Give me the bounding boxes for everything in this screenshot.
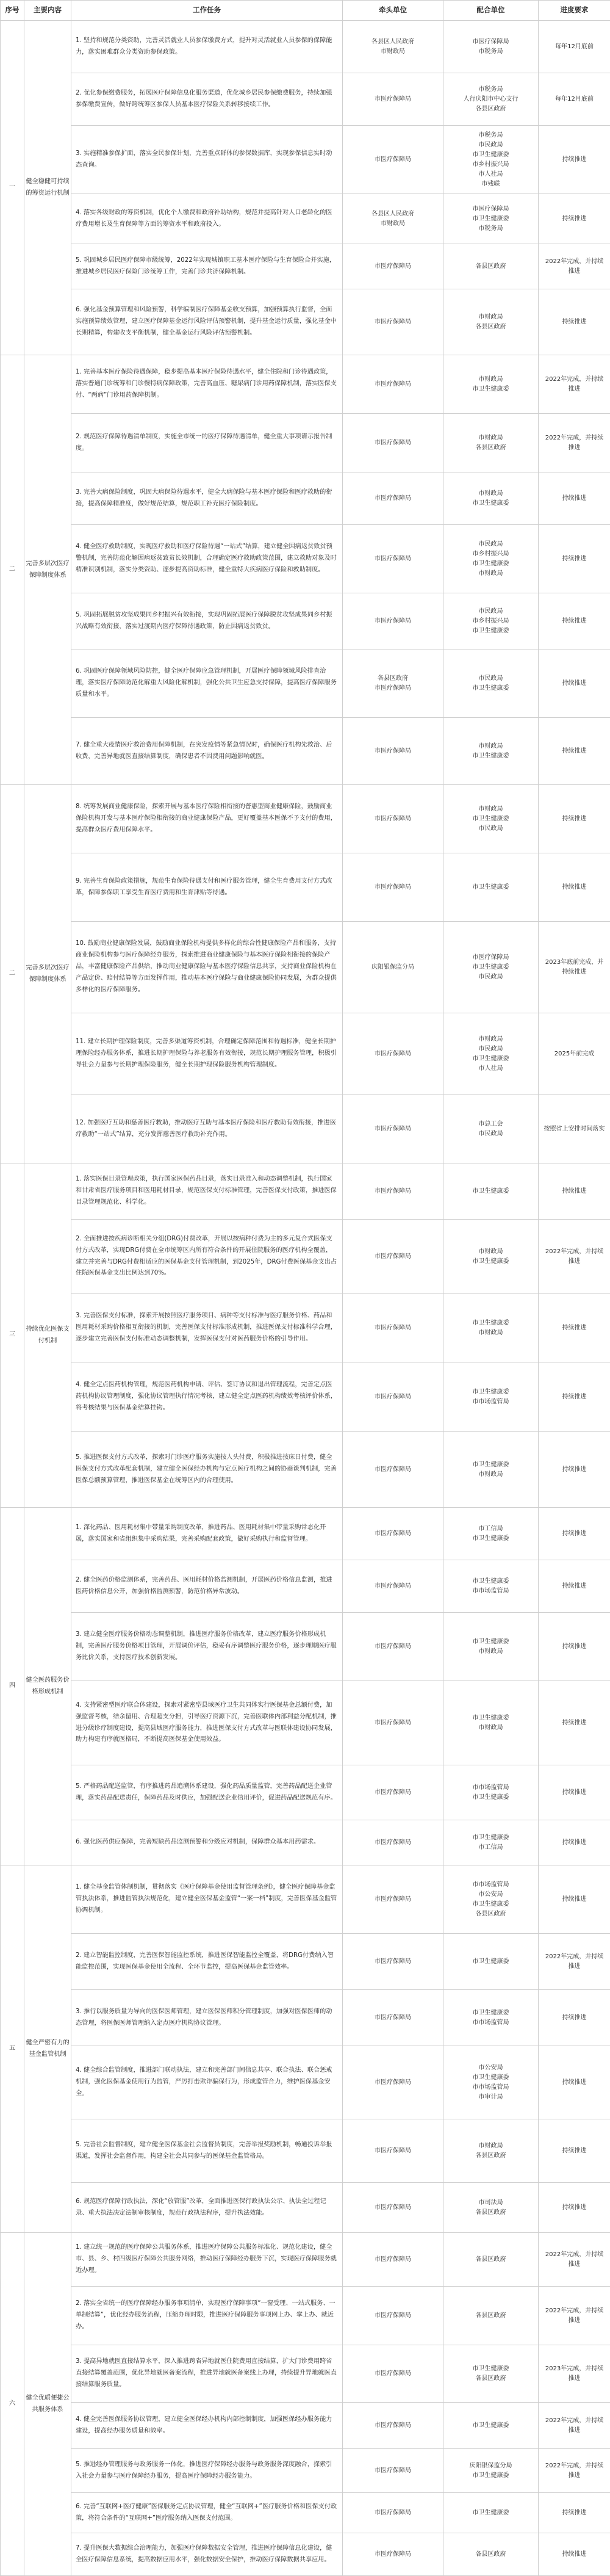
lead-unit-cell: 市医疗保障局	[343, 2119, 443, 2183]
lead-unit-cell: 市医疗保障局	[343, 289, 443, 355]
table-row	[1, 1095, 610, 1163]
table-row	[1, 593, 610, 649]
coop-unit-cell: 各县区政府	[443, 2533, 539, 2576]
coop-unit-cell: 市公安局 市卫生健康委 市市场监管局 市审计局	[443, 2046, 539, 2119]
schedule-cell: 持续推进	[539, 1163, 610, 1220]
table-row	[1, 1362, 610, 1432]
header-coop-unit: 配合单位	[443, 1, 539, 21]
task-cell: 4. 健全定点医药机构管理，规范医药机构申请、评估、签订协议和退出管理流程，完善定点医药机构协议管理制度，强化协议管理执行情况考核，建立健全定点医药机构绩效考核评价体系，将考核结果与医保基金结算挂钩。	[71, 1362, 343, 1432]
lead-unit-cell: 市医疗保障局	[343, 1220, 443, 1294]
coop-unit-cell: 市民政局 市卫生健康委	[443, 649, 539, 718]
table-row	[1, 1681, 610, 1765]
lead-unit-cell: 市医疗保障局	[343, 2183, 443, 2233]
lead-unit-cell: 市医疗保障局	[343, 1362, 443, 1432]
lead-unit-cell: 市医疗保障局	[343, 2233, 443, 2287]
schedule-cell: 每年12月底前	[539, 73, 610, 126]
schedule-cell: 持续推进	[539, 2183, 610, 2233]
lead-unit-cell: 各县区人民政府 市财政局	[343, 194, 443, 244]
lead-unit-cell: 市医疗保障局	[343, 1820, 443, 1865]
lead-unit-cell: 市医疗保障局	[343, 2345, 443, 2403]
table-row	[1, 1220, 610, 1294]
table-row	[1, 1934, 610, 1990]
schedule-cell: 2025年前完成	[539, 1013, 610, 1095]
lead-unit-cell: 市医疗保障局	[343, 244, 443, 289]
lead-unit-cell: 市医疗保障局	[343, 1990, 443, 2046]
coop-unit-cell: 市财政局 市卫生健康委	[443, 1220, 539, 1294]
table-row	[1, 355, 610, 414]
schedule-cell: 持续推进	[539, 2533, 610, 2576]
lead-unit-cell: 市医疗保障局	[343, 593, 443, 649]
coop-unit-cell: 市财政局 市卫生健康委 市民政局	[443, 785, 539, 853]
schedule-cell: 持续推进	[539, 1362, 610, 1432]
coop-unit-cell: 市工信局 市卫生健康委	[443, 1508, 539, 1560]
coop-unit-cell: 市卫生健康委 市市场监管局	[443, 1362, 539, 1432]
table-row	[1, 244, 610, 289]
coop-unit-cell: 市财政局 市民政局 市卫生健康委 市人社局	[443, 1013, 539, 1095]
task-cell: 11. 建立长期护理保险制度，完善多渠道筹资机制，合理确定保障范围和待遇标准，健全长期护理保险经办服务体系，推进长期护理保险与养老服务有效衔接，规范长期护理服务管理，积极引导社会力量参与长期护理保险服务，健全长期护理保险服务机构管理制度。	[71, 1013, 343, 1095]
lead-unit-cell: 市医疗保障局	[343, 718, 443, 785]
table-row	[1, 2183, 610, 2233]
coop-unit-cell: 市卫生健康委	[443, 2403, 539, 2449]
section-main-content: 健全稳健可持续的筹资运行机制	[24, 21, 71, 355]
task-cell: 12. 加强医疗互助和慈善医疗救助，推动医疗互助与基本医疗保险和医疗救助有效衔接，推进医疗救助“一站式”结算，充分发挥慈善医疗救助补充作用。	[71, 1095, 343, 1163]
task-cell: 1. 建立统一规范的医疗保障公共服务体系，推进医疗保障公共服务标准化、规范化建设，健全市、县、乡、村四级医疗保障公共服务网络，推动医疗保障经办服务下沉，实现医疗保障服务就近办理。	[71, 2233, 343, 2287]
coop-unit-cell: 庆阳银保监分局 市卫生健康委	[443, 2449, 539, 2493]
task-cell: 2. 健全医药价格监测体系，完善药品、医用耗材价格监测机制，开展医药价格信息监测，推进医药价格信息公开，加强价格监测预警，防范价格异常波动。	[71, 1560, 343, 1613]
schedule-cell: 持续推进	[539, 2046, 610, 2119]
coop-unit-cell: 市民政局 市乡村振兴局 市卫生健康委 市财政局	[443, 525, 539, 593]
coop-unit-cell: 市卫生健康委	[443, 1934, 539, 1990]
task-cell: 5. 推进经办管理服务与政务服务一体化，推进医疗保障经办服务与政务服务深度融合，探索引入社会力量参与医疗保障经办服务，提高医疗保障经办服务能力。	[71, 2449, 343, 2493]
schedule-cell: 2023年完成，并持续推进	[539, 2345, 610, 2403]
schedule-cell: 持续推进	[539, 2119, 610, 2183]
task-cell: 5. 推进医保支付方式改革，探索对门诊医疗服务实施按人头付费，积极推进按床日付费，健全医保支付方式改革配套机制，建立健全医保经办机构与定点医疗机构之间的协商谈判机制，完善医保总额预算管理，推进医保基金在统筹区内的合理使用。	[71, 1432, 343, 1508]
header-schedule: 进度要求	[539, 1, 610, 21]
table-row	[1, 525, 610, 593]
coop-unit-cell: 市医疗保障局 市卫生健康委 市税务局	[443, 194, 539, 244]
section-number: 二	[1, 355, 24, 785]
lead-unit-cell: 市医疗保障局	[343, 2403, 443, 2449]
task-cell: 6. 强化医药供应保障，完善短缺药品监测预警和分级应对机制，保障群众基本用药需求。	[71, 1820, 343, 1865]
table-row	[1, 1013, 610, 1095]
table-row	[1, 2233, 610, 2287]
schedule-cell: 持续推进	[539, 126, 610, 194]
table-row	[1, 2403, 610, 2449]
task-cell: 1. 完善基本医疗保险待遇保障，稳步提高基本医疗保险待遇水平，健全住院和门诊待遇政策，落实普通门诊统筹和门诊慢特病保障政策，完善高血压、糖尿病门诊用药保障机制，落实医保支付、“两病”门诊用药保障机制。	[71, 355, 343, 414]
task-cell: 7. 提升医保大数据综合治理能力，加强医疗保障数据安全管理，推进医疗保障信息化建设，健全医疗保障信息系统，提高数据应用水平，强化数据安全保护，推动医疗保障数据共享应用。	[71, 2533, 343, 2576]
schedule-cell: 2023年底前完成，并持续推进	[539, 922, 610, 1013]
table-row	[1, 1865, 610, 1934]
coop-unit-cell: 市总工会 市民政局	[443, 1095, 539, 1163]
coop-unit-cell: 市财政局 各县区政府	[443, 2119, 539, 2183]
lead-unit-cell: 市医疗保障局	[343, 1432, 443, 1508]
task-cell: 4. 健全医疗救助制度，实现医疗救助和医疗保险待遇“一站式”结算，建立健全因病返贫致贫预警机制，完善防范化解因病返贫致贫长效机制，合理确定医疗救助政策范围，建立救助对象及时精准识别机制，落实分类资助、逐步提高资助标准，健全重特大疾病医疗保险和救助制度。	[71, 525, 343, 593]
table-row	[1, 1560, 610, 1613]
schedule-cell: 持续推进	[539, 1865, 610, 1934]
coop-unit-cell: 市卫生健康委	[443, 2493, 539, 2533]
header-task: 工作任务	[71, 1, 343, 21]
section-main-content: 完善多层次医疗保障制度体系	[24, 785, 71, 1163]
task-cell: 3. 推行以服务质量为导向的医保医师管理，建立医保医师积分管理制度，加强对医保医师的动态管理，将医保医师管理纳入定点医疗机构协议管理。	[71, 1990, 343, 2046]
lead-unit-cell: 市医疗保障局	[343, 414, 443, 472]
table-row	[1, 1613, 610, 1681]
coop-unit-cell: 市医疗保障局 市卫生健康委 市民政局	[443, 922, 539, 1013]
task-cell: 2. 建立智能监控制度，完善医保智能监控系统，推进医保智能监控全覆盖，将DRG付费纳入智能监控范围，实现医保基金使用全流程、全环节监控，提高医保基金监管效率。	[71, 1934, 343, 1990]
section-number: 一	[1, 21, 24, 355]
table-row	[1, 73, 610, 126]
coop-unit-cell: 市卫生健康委 市财政局	[443, 1613, 539, 1681]
lead-unit-cell: 市医疗保障局	[343, 1765, 443, 1820]
schedule-cell: 持续推进	[539, 1613, 610, 1681]
task-cell: 1. 健全基金监管体制机制，贯彻落实《医疗保障基金使用监督管理条例》，健全医疗保障基金监管执法体系，推进监管执法规范化，建立健全医保基金监管“一案一档”制度，完善医保基金监管协调机制。	[71, 1865, 343, 1934]
table-row	[1, 785, 610, 853]
schedule-cell: 持续推进	[539, 649, 610, 718]
table-row	[1, 472, 610, 525]
section-number: 二	[1, 785, 24, 1163]
coop-unit-cell: 市卫生健康委 市市场监管局	[443, 1560, 539, 1613]
lead-unit-cell: 市医疗保障局	[343, 2449, 443, 2493]
table-row	[1, 853, 610, 922]
lead-unit-cell: 各县区政府 市医疗保障局	[343, 649, 443, 718]
schedule-cell: 2022年完成，并持续推进	[539, 414, 610, 472]
task-cell: 6. 完善“互联网+医疗健康”医保服务定点协议管理，健全“互联网+”医疗服务价格和医保支付政策，将符合条件的“互联网+”医疗服务纳入医保支付范围。	[71, 2493, 343, 2533]
schedule-cell: 持续推进	[539, 1820, 610, 1865]
section-main-content: 健全医药服务价格形成机制	[24, 1508, 71, 1865]
task-cell: 3. 提高异地就医直接结算水平，深入推进跨省异地就医住院费用直接结算，扩大门诊费用跨省直接结算覆盖范围，优化异地就医备案流程，推进异地就医备案线上办理，持续提升异地就医直接结算服务质量。	[71, 2345, 343, 2403]
schedule-cell: 持续推进	[539, 1294, 610, 1362]
schedule-cell: 持续推进	[539, 1765, 610, 1820]
task-cell: 6. 规范医疗保障行政执法，深化“放管服”改革，全面推进医保行政执法公示、执法全过程记录、重大执法决定法制审核制度，规范行政执法程序，提升执法效能。	[71, 2183, 343, 2233]
table-row	[1, 2449, 610, 2493]
lead-unit-cell: 庆阳银保监分局	[343, 922, 443, 1013]
table-row	[1, 649, 610, 718]
section-main-content: 持续优化医保支付机制	[24, 1163, 71, 1508]
table-row	[1, 1432, 610, 1508]
coop-unit-cell: 市财政局 市卫生健康委	[443, 355, 539, 414]
schedule-cell: 持续推进	[539, 1681, 610, 1765]
table-row	[1, 2493, 610, 2533]
schedule-cell: 持续推进	[539, 718, 610, 785]
lead-unit-cell: 市医疗保障局	[343, 1013, 443, 1095]
table-row	[1, 2119, 610, 2183]
coop-unit-cell: 市卫生健康委 市市场监管局	[443, 1990, 539, 2046]
coop-unit-cell: 各县区政府	[443, 2287, 539, 2345]
lead-unit-cell: 市医疗保障局	[343, 1508, 443, 1560]
section-number: 六	[1, 2233, 24, 2576]
lead-unit-cell: 市医疗保障局	[343, 1865, 443, 1934]
coop-unit-cell: 市卫生健康委 市财政局	[443, 1294, 539, 1362]
coop-unit-cell: 市税务局 人行庆阳市中心支行 各县区政府	[443, 73, 539, 126]
task-cell: 1. 落实医保目录管理政策，执行国家医保药品目录，落实目录准入和动态调整机制，执行国家和甘肃省医疗服务项目和医用耗材目录，规范医保支付标准管理，完善医保支付政策，推进医保目录管理规范化、科学化。	[71, 1163, 343, 1220]
task-cell: 9. 完善生育保险政策措施，规范生育保险待遇支付和医疗服务管理，健全生育费用支付方式改革，保障参保职工享受生育医疗费用和生育津贴等待遇。	[71, 853, 343, 922]
task-cell: 8. 统筹发展商业健康保险，探索开展与基本医疗保险相衔接的普惠型商业健康保险，鼓励商业保险机构开发与基本医疗保险相衔接的商业健康保险产品，更好覆盖基本医保不予支付的费用，提高群众医疗费用保障水平。	[71, 785, 343, 853]
lead-unit-cell: 市医疗保障局	[343, 472, 443, 525]
coop-unit-cell: 市市场监管局 市卫生健康委	[443, 1765, 539, 1820]
task-cell: 1. 坚持和规范分类资助，完善灵活就业人员参保缴费方式，提升对灵活就业人员参保的保障能力，落实困难群众分类资助参保政策。	[71, 21, 343, 73]
schedule-cell: 2022年完成，并持续推进	[539, 2233, 610, 2287]
schedule-cell: 持续推进	[539, 194, 610, 244]
task-cell: 3. 建立健全医疗服务价格动态调整机制，推进医疗服务价格改革，建立医疗服务价格形成机制，完善医疗服务价格项目管理，开展调价评估，稳妥有序调整医疗服务价格，逐步理顺医疗服务比价关系，支持医疗技术创新发展。	[71, 1613, 343, 1681]
coop-unit-cell: 市税务局 市民政局 市卫生健康委 市乡村振兴局 市人社局 市残联	[443, 126, 539, 194]
table-row	[1, 289, 610, 355]
schedule-cell: 持续推进	[539, 1432, 610, 1508]
task-cell: 6. 强化基金预算管理和风险预警，科学编制医疗保障基金收支预算，加强预算执行监督，全面实施预算绩效管理，建立医疗保障基金运行风险评估预警机制，提升基金运行质量，强化基金中长期精算，构建收支平衡机制，健全基金运行风险评估预警机制。	[71, 289, 343, 355]
task-cell: 4. 健全综合监管制度，推进部门联动执法，建立和完善部门间信息共享、联合执法、联合惩戒机制，强化医保基金使用行为监管，严厉打击欺诈骗保行为，形成监管合力，维护医保基金安全。	[71, 2046, 343, 2119]
lead-unit-cell: 市医疗保障局	[343, 355, 443, 414]
task-cell: 2. 落实全省统一的医疗保障经办服务事项清单，实现医疗保障事项“一窗受理、一站式服务、一单制结算”，优化经办服务流程，压缩办理时限，推进医疗保障服务事项网上办、掌上办、就近办。	[71, 2287, 343, 2345]
coop-unit-cell: 市卫生健康委	[443, 853, 539, 922]
schedule-cell: 持续推进	[539, 1560, 610, 1613]
schedule-cell: 按照省上安排时间落实	[539, 1095, 610, 1163]
task-cell: 7. 健全重大疫情医疗救治费用保障机制，在突发疫情等紧急情况时，确保医疗机构先救治、后收费，完善异地就医直接结算制度，确保患者不因费用问题影响就医。	[71, 718, 343, 785]
lead-unit-cell: 市医疗保障局	[343, 2533, 443, 2576]
coop-unit-cell: 市财政局 各县区政府	[443, 289, 539, 355]
section-number: 三	[1, 1163, 24, 1508]
lead-unit-cell: 市医疗保障局	[343, 1560, 443, 1613]
task-cell: 5. 巩固城乡居民医疗保障市级统筹，2022年实现城镇职工基本医疗保险与生育保险合并实施，推进城乡居民医疗保险门诊统筹工作，完善门诊共济保障机制。	[71, 244, 343, 289]
section-main-content: 完善多层次医疗保障制度体系	[24, 355, 71, 785]
coop-unit-cell: 各县区政府	[443, 2233, 539, 2287]
task-cell: 1. 深化药品、医用耗材集中带量采购制度改革，推进药品、医用耗材集中带量采购常态化开展，落实国家和省组织集中采购结果，完善采购配套政策，做好采购执行和监督管理。	[71, 1508, 343, 1560]
task-cell: 3. 实施精准参保扩面，落实全民参保计划，完善重点群体的参保数据库，实现参保信息实时动态查询。	[71, 126, 343, 194]
schedule-cell: 2022年完成，并持续推进	[539, 1220, 610, 1294]
table-row	[1, 718, 610, 785]
schedule-cell: 持续推进	[539, 1990, 610, 2046]
lead-unit-cell: 市医疗保障局	[343, 785, 443, 853]
task-cell: 5. 巩固拓展脱贫攻坚成果同乡村振兴有效衔接，实现巩固拓展医疗保障脱贫攻坚成果同乡村振兴战略有效衔接，落实过渡期内医疗保障待遇政策，防止因病返贫致贫。	[71, 593, 343, 649]
coop-unit-cell: 市财政局 市卫生健康委	[443, 472, 539, 525]
table-row	[1, 194, 610, 244]
coop-unit-cell: 市卫生健康委 市工信局	[443, 1820, 539, 1865]
task-cell: 4. 支持紧密型医疗联合体建设，探索对紧密型县域医疗卫生共同体实行医保基金总额付费，加强监督考核，结余留用、合理超支分担，引导医疗资源下沉，完善医联体内部利益分配机制，推进分级诊疗制度建设，提高县域医疗服务能力，推进医保支付方式改革与医联体建设协同发展，助力构建有序就医格局，不断提高医保基金使用效益。	[71, 1681, 343, 1765]
header-lead-unit: 牵头单位	[343, 1, 443, 21]
table-row	[1, 2533, 610, 2576]
lead-unit-cell: 各县区人民政府 市财政局	[343, 21, 443, 73]
task-cell: 4. 健全完善医保服务协议管理，建立健全医保经办机构内部控制制度，加强医保经办服务能力建设，提高经办服务质量和效率。	[71, 2403, 343, 2449]
task-cell: 2. 规范医疗保障待遇清单制度，实施全市统一的医疗保障待遇清单，健全重大事项请示报告制度。	[71, 414, 343, 472]
lead-unit-cell: 市医疗保障局	[343, 1294, 443, 1362]
lead-unit-cell: 市医疗保障局	[343, 2493, 443, 2533]
table-row	[1, 922, 610, 1013]
coop-unit-cell: 市财政局 市卫生健康委	[443, 718, 539, 785]
schedule-cell: 2022年完成，并持续推进	[539, 2287, 610, 2345]
lead-unit-cell: 市医疗保障局	[343, 1613, 443, 1681]
task-cell: 3. 完善医保支付标准，探索开展按照医疗服务项目、病种等支付标准与医疗服务价格、药品和医用耗材采购价格相互衔接的机制，完善医保支付标准形成机制，推进医保支付标准科学合理，逐步建立完善医保支付标准动态调整机制，发挥医保支付对医药服务价格的引导作用。	[71, 1294, 343, 1362]
table-row	[1, 1294, 610, 1362]
coop-unit-cell: 市卫生健康委	[443, 1163, 539, 1220]
lead-unit-cell: 市医疗保障局	[343, 525, 443, 593]
schedule-cell: 2022年完成，并持续推进	[539, 2449, 610, 2493]
coop-unit-cell: 市财政局 各县区政府	[443, 414, 539, 472]
schedule-cell: 2022年完成，并持续推进	[539, 2403, 610, 2449]
table-row	[1, 1508, 610, 1560]
table-row	[1, 1765, 610, 1820]
section-number: 四	[1, 1508, 24, 1865]
coop-unit-cell: 市民政局 市乡村振兴局 市卫生健康委	[443, 593, 539, 649]
schedule-cell: 持续推进	[539, 785, 610, 853]
section-number: 五	[1, 1865, 24, 2233]
coop-unit-cell: 市卫生健康委 市财政局	[443, 1681, 539, 1765]
table-row	[1, 126, 610, 194]
coop-unit-cell: 市卫生健康委 市财政局	[443, 1432, 539, 1508]
schedule-cell: 持续推进	[539, 472, 610, 525]
lead-unit-cell: 市医疗保障局	[343, 1681, 443, 1765]
lead-unit-cell: 市医疗保障局	[343, 2287, 443, 2345]
task-cell: 5. 完善社会监督制度，建立健全医保基金社会监督员制度，完善举报奖励机制，畅通投诉举报渠道，发挥社会监督作用，构建全社会共同参与的医保基金监管格局。	[71, 2119, 343, 2183]
lead-unit-cell: 市医疗保障局	[343, 2046, 443, 2119]
lead-unit-cell: 市医疗保障局	[343, 73, 443, 126]
task-cell: 5. 严格药品配送监管，有序推进药品追溯体系建设，强化药品质量监管，完善药品配送企业管理，落实药品配送责任，保障药品及时供应，加强配送企业信用评价，促进药品配送规范有序。	[71, 1765, 343, 1820]
coop-unit-cell: 各县区政府	[443, 244, 539, 289]
table-header-row	[1, 1, 610, 21]
task-cell: 10. 鼓励商业健康保险发展，鼓励商业保险机构提供多样化的综合性健康保险产品和服务，支持商业保险机构参与医疗保障经办服务，探索推进商业健康保险与基本医疗保险相衔接的保险产品，丰富健康保险产品供给，推动商业健康保险与基本医疗保险信息共享，支持商业保险机构在产品定价、赔付结算等方面发挥作用，推动基本医疗保险与商业健康保险协同发展，为群众提供多样化的医疗保障服务。	[71, 922, 343, 1013]
schedule-cell: 持续推进	[539, 289, 610, 355]
table-row	[1, 2345, 610, 2403]
lead-unit-cell: 市医疗保障局	[343, 1095, 443, 1163]
task-cell: 2. 优化参保缴费服务，拓展医疗保障信息化服务渠道，优化城乡居民参保缴费服务，持续加强参保缴费宣传，做好跨统筹区参保人员基本医疗保险关系转移接续工作。	[71, 73, 343, 126]
table-row	[1, 1820, 610, 1865]
schedule-cell: 持续推进	[539, 2493, 610, 2533]
table-row	[1, 2046, 610, 2119]
table-row	[1, 2287, 610, 2345]
schedule-cell: 持续推进	[539, 525, 610, 593]
table-row	[1, 1990, 610, 2046]
table-row	[1, 21, 610, 73]
lead-unit-cell: 市医疗保障局	[343, 1934, 443, 1990]
coop-unit-cell: 市市场监管局 市公安局 市卫生健康委 各县区政府	[443, 1865, 539, 1934]
lead-unit-cell: 市医疗保障局	[343, 1163, 443, 1220]
table-row	[1, 414, 610, 472]
lead-unit-cell: 市医疗保障局	[343, 853, 443, 922]
coop-unit-cell: 市医疗保障局 市税务局	[443, 21, 539, 73]
section-main-content: 健全优质便捷公共服务体系	[24, 2233, 71, 2576]
task-cell: 3. 完善大病保险制度，巩固大病保险待遇水平，健全大病保险与基本医疗保险和医疗救助的衔接，提高保障精准度，做好规范结算，规范职工补充医疗保险制度。	[71, 472, 343, 525]
header-serial: 序号	[1, 1, 24, 21]
schedule-cell: 2022年完成，并持续推进	[539, 355, 610, 414]
header-main-content: 主要内容	[24, 1, 71, 21]
table-body	[1, 21, 610, 2576]
schedule-cell: 2022年完成，并持续推进	[539, 244, 610, 289]
task-cell: 2. 全面推进按疾病诊断相关分组(DRG)付费改革，开展以按病种付费为主的多元复合式医保支付方式改革，实现DRG付费在全市统筹区内所有符合条件的开展住院服务的医疗机构全覆盖，建立并完善与DRG付费相适应的医保基金支付管理机制，到2025年，DRG付费医保基金支出占住院医保基金支出比例达到70%。	[71, 1220, 343, 1294]
coop-unit-cell: 市司法局 各县区政府	[443, 2183, 539, 2233]
lead-unit-cell: 市医疗保障局	[343, 126, 443, 194]
schedule-cell: 持续推进	[539, 853, 610, 922]
section-main-content: 健全严密有力的基金监管机制	[24, 1865, 71, 2233]
coop-unit-cell: 市卫生健康委 各县区政府	[443, 2345, 539, 2403]
task-cell: 6. 巩固医疗保障领域风险防控，健全医疗保障应急管理机制，开展医疗保障领域风险排查治理，落实医疗保障防范化解重大风险化解机制，强化公共卫生应急支持保障，提高医疗保障服务质量和水平。	[71, 649, 343, 718]
schedule-cell: 持续推进	[539, 1508, 610, 1560]
schedule-cell: 持续推进	[539, 593, 610, 649]
schedule-cell: 2022年完成，并持续推进	[539, 1934, 610, 1990]
table-row	[1, 1163, 610, 1220]
task-cell: 4. 落实各级财政的筹资机制，优化个人缴费和政府补助结构，规范并提高针对人口老龄化的医疗费用增长及生育保障等方面的筹资水平和政府投入。	[71, 194, 343, 244]
schedule-cell: 每年12月底前	[539, 21, 610, 73]
